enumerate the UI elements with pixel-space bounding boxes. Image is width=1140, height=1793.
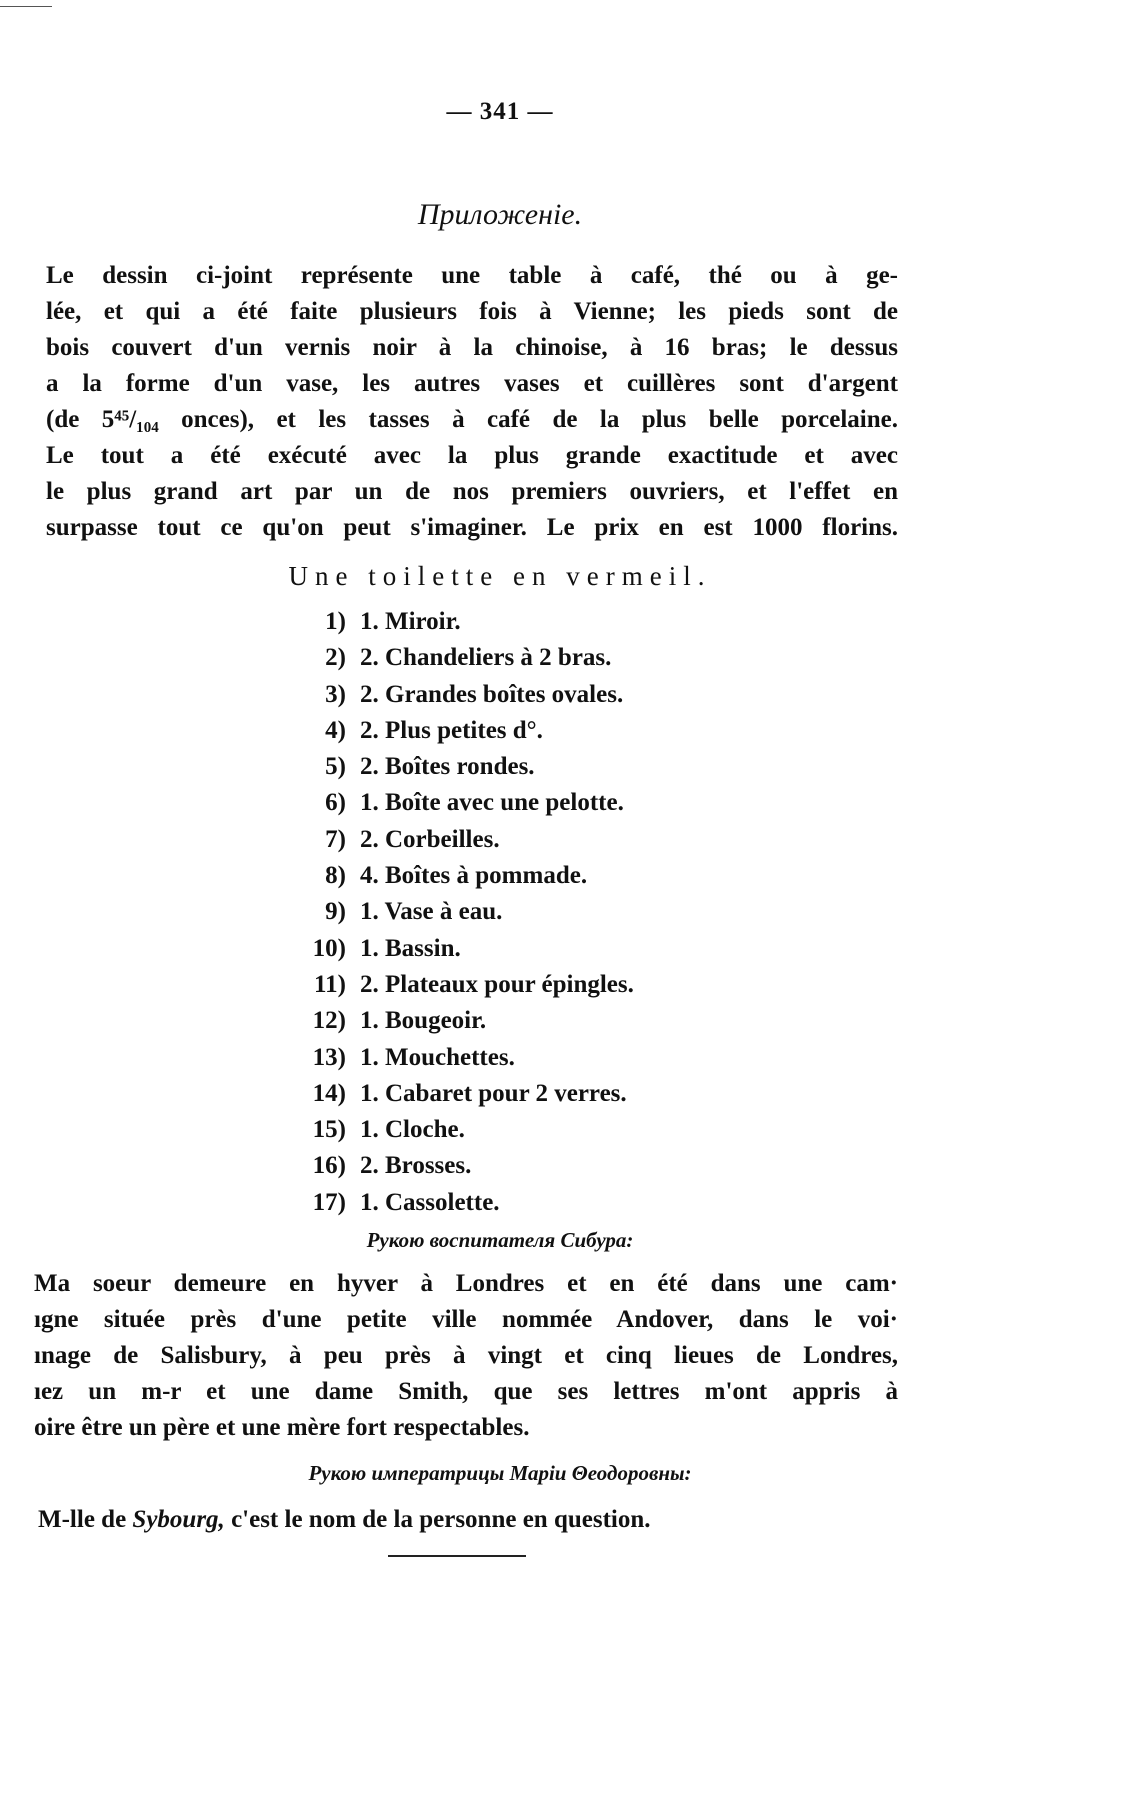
item-number: 1) [325, 608, 346, 635]
closing-rule [388, 1555, 526, 1557]
empress-note-after: c'est le nom de la personne en question. [224, 1506, 651, 1533]
item-text: 1. Miroir. [360, 608, 461, 635]
item-text: 4. Boîtes à pommade. [360, 862, 588, 890]
list-item [290, 822, 634, 858]
item-text: 2. Corbeilles. [360, 825, 500, 853]
list-item [290, 785, 634, 821]
item-text: 1. Vase à eau. [360, 898, 503, 926]
empress-note-before: M-lle de [38, 1506, 133, 1533]
list-item [290, 967, 634, 1003]
list-item [290, 1076, 634, 1112]
item-number: 12) [312, 1007, 346, 1035]
intro-line: lée, et qui a été faite plusieurs fois à Vienne; les pieds sont de [46, 298, 898, 325]
item-text: 1. Boîte avec une pelotte. [360, 789, 624, 817]
item-text: 2. Plateaux pour épingles. [360, 970, 634, 998]
item-number: 6) [325, 789, 346, 817]
item-number: 9) [325, 898, 346, 926]
top-edge-rule [0, 6, 52, 7]
item-text: 2. Boîtes rondes. [360, 753, 535, 781]
item-text: 1. Cassolette. [360, 1188, 500, 1216]
list-item [290, 640, 634, 676]
list-item [290, 1148, 634, 1184]
toilette-item-list [290, 604, 634, 1221]
item-number: 5) [325, 753, 346, 781]
toilette-title: Une toilette en vermeil. [288, 561, 712, 591]
item-number: 13) [312, 1043, 346, 1071]
item-number: 15) [312, 1116, 346, 1144]
list-item [290, 1003, 634, 1039]
item-text: 1. Bassin. [360, 934, 461, 962]
item-number: 16) [312, 1152, 346, 1180]
item-text: 2. Grandes boîtes ovales. [360, 680, 624, 708]
item-number: 2) [325, 644, 346, 672]
item-number: 4) [325, 716, 346, 744]
section-heading: Приложенiе. [417, 198, 583, 231]
list-item [290, 604, 634, 640]
list-item [290, 894, 634, 930]
intro-paragraph [46, 258, 898, 546]
empress-note [38, 1506, 651, 1534]
intro-line: Le dessin ci-joint représente une table à café, thé ou à ge- [46, 262, 898, 289]
empress-note-name: Sybourg, [132, 1506, 225, 1533]
letter-line: Ma soeur demeure en hyver à Londres et en été dans une cam· [34, 1270, 898, 1297]
intro-line: le plus grand art par un de nos premiers ouvriers, et l'effet en [46, 478, 898, 505]
intro-line: Le tout a été exécuté avec la plus grande exactitude et avec [46, 442, 898, 469]
list-item [290, 677, 634, 713]
item-text: 1. Cloche. [360, 1116, 465, 1144]
intro-line: (de 5⁴⁵/₁₀₄ onces), et les tasses à café de la plus belle porcelaine. [46, 406, 898, 433]
list-item [290, 749, 634, 785]
list-item [290, 1185, 634, 1221]
tutor-caption: Рукою воспитателя Сибура: [366, 1228, 634, 1252]
item-text: 1. Cabaret pour 2 verres. [360, 1079, 627, 1107]
intro-line: a la forme d'un vase, les autres vases et cuillères sont d'argent [46, 370, 898, 397]
item-number: 14) [312, 1079, 346, 1107]
list-item [290, 1040, 634, 1076]
page-number: — 341 — [446, 98, 554, 125]
letter-line: ıez un m-r et une dame Smith, que ses lettres m'ont appris à [34, 1378, 898, 1405]
item-number: 10) [312, 934, 346, 962]
item-text: 1. Mouchettes. [360, 1043, 515, 1071]
list-item [290, 1112, 634, 1148]
item-number: 8) [325, 862, 346, 890]
item-text: 2. Chandeliers à 2 bras. [360, 644, 612, 672]
list-item [290, 931, 634, 967]
intro-line: surpasse tout ce qu'on peut s'imaginer. Le prix en est 1000 florins. [46, 514, 898, 541]
item-number: 7) [325, 825, 346, 853]
item-number: 17) [312, 1188, 346, 1216]
list-item [290, 713, 634, 749]
item-number: 11) [314, 970, 346, 998]
list-item [290, 858, 634, 894]
item-text: 2. Brosses. [360, 1152, 472, 1180]
intro-line: bois couvert d'un vernis noir à la chinoise, à 16 bras; le dessus [46, 334, 898, 361]
empress-caption: Рукою императрицы Марiи Θеодоровны: [308, 1461, 692, 1485]
letter-line: ınage de Salisbury, à peu près à vingt et cinq lieues de Londres, [34, 1342, 898, 1369]
item-text: 1. Bougeoir. [360, 1007, 487, 1035]
tutor-letter [34, 1266, 898, 1446]
letter-line: ıgne située près d'une petite ville nommée Andover, dans le voi· [34, 1306, 898, 1333]
letter-line: oire être un père et une mère fort respectables. [34, 1414, 530, 1441]
item-number: 3) [325, 680, 346, 708]
item-text: 2. Plus petites d°. [360, 716, 543, 744]
